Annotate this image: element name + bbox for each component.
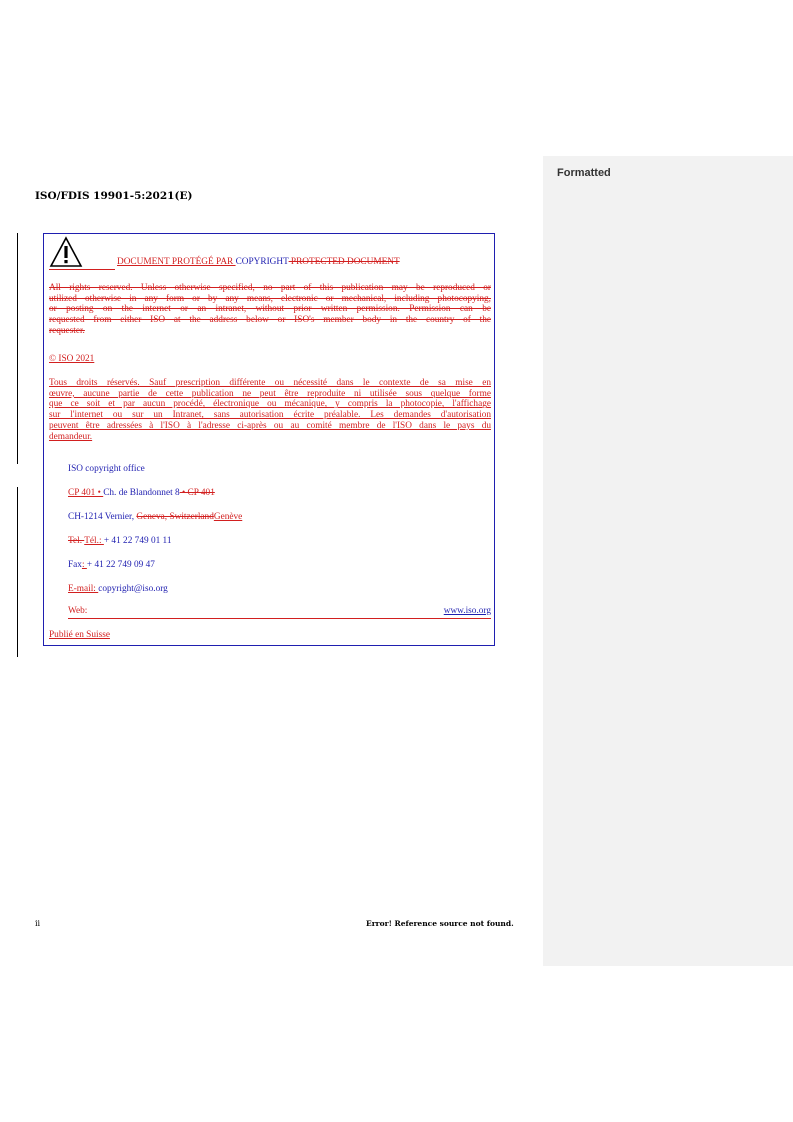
city: CH-1214 Vernier, [68,512,137,522]
english-line: requester. [49,325,85,336]
french-line: sur l'internet ou sur un Intranet, sans autorisation écrite préalable. Les demandes d'autorisation [49,410,491,421]
street: Ch. de Blandonnet 8 [103,488,180,498]
city-deleted: Geneva, Switzerland [136,512,214,522]
cp-deleted: • CP 401 [179,488,215,498]
comments-pane-title: Formatted [557,167,611,179]
tel-inserted: Tél.: [84,536,104,546]
english-line: utilized otherwise in any form or by any means, electronic or mechanical, including photocopying, [49,293,491,304]
telephone [68,536,172,547]
english-line: or posting on the internet or an intranet, without prior written permission. Permission can be [49,304,491,315]
french-line: que ce soit et par aucun procédé, électronique ou mécanique, y compris la photocopie, l'affichage [49,399,491,410]
english-line: requested from either ISO at the address below or ISO's member body in the country of the [49,315,491,326]
change-bar-bottom [17,487,18,657]
email-inserted: E-mail: [68,584,99,594]
copyright-notice-box [43,233,495,646]
cp-inserted: CP 401 • [68,488,104,498]
english-line: All rights reserved. Unless otherwise specified, no part of this publication may be reproduced or [49,283,491,293]
french-line: Tous droits réservés. Sauf prescription différente ou nécessité dans le contexte de sa mise en [49,378,491,388]
title-deleted: PROTECTED DOCUMENT [288,257,400,267]
footer-page-number: ii [35,919,41,928]
email-address[interactable]: copyright@iso.org [98,584,168,594]
office-name: ISO copyright office [68,464,145,474]
title-underline [49,269,115,270]
french-line: peuvent être adressées à l'ISO à l'adresse ci-après ou au comité membre de l'ISO dans le pays du [49,420,491,431]
fax-inserted: : [81,560,87,570]
street-address [68,488,215,499]
web-underline [68,618,491,619]
tel-number: + 41 22 749 01 11 [103,536,172,546]
web-url-link[interactable]: www.iso.org [443,606,491,616]
fax [68,560,155,571]
french-line: demandeur. [49,431,93,442]
email [68,584,168,595]
tel-deleted: Tel. [68,536,85,546]
copyright-title [49,257,492,269]
title-inserted: DOCUMENT PROTÉGÉ PAR [117,257,236,267]
english-rights-paragraph [49,283,491,337]
copyright-year: © ISO 2021 [49,354,95,364]
title-copyright: COPYRIGHT [235,257,289,267]
fax-label: Fax [68,560,82,570]
website [68,606,491,618]
city-inserted: Genève [213,512,243,522]
french-line: œuvre, aucune partie de cette publication ne peut être reproduite ni utilisée sous quelque forme [49,388,491,399]
french-rights-paragraph [49,378,491,442]
fax-number: + 41 22 749 09 47 [86,560,155,570]
comments-pane [543,156,793,966]
city-address [68,512,242,523]
web-label: Web: [68,606,88,616]
footer-reference: Error! Reference source not found. [366,919,514,928]
published-in: Publié en Suisse [49,630,110,640]
change-bar-top [17,233,18,464]
document-header-title: ISO/FDIS 19901-5:2021(E) [35,190,193,202]
